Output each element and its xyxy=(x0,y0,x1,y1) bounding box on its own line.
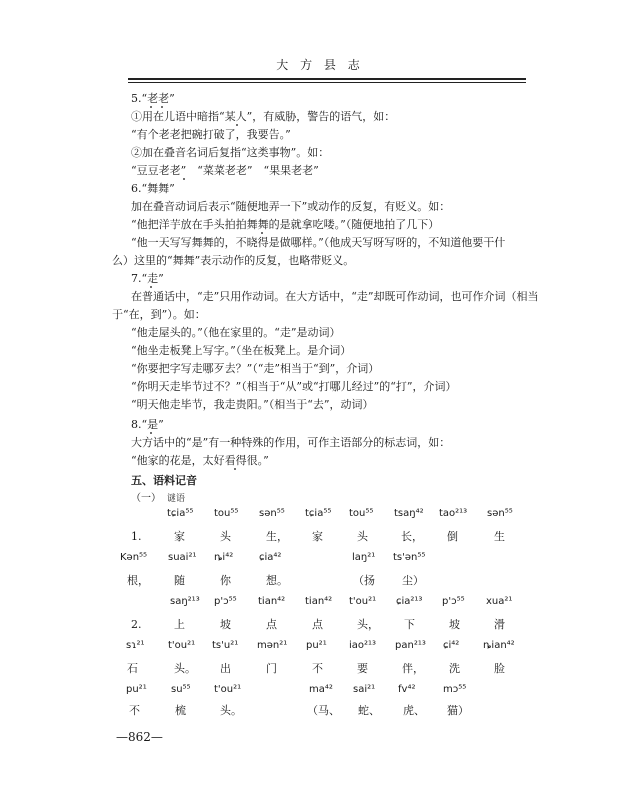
riddle-char: 出 xyxy=(220,662,231,675)
header-rule xyxy=(128,78,526,80)
phonetic: suai²¹ xyxy=(168,552,197,563)
phonetic: tou⁵⁵ xyxy=(349,508,374,519)
phonetic: mən²¹ xyxy=(257,640,288,651)
page-number: —862— xyxy=(116,730,163,744)
header-rule-thin xyxy=(128,82,526,83)
body-line: 在普通话中，“走”只用作动词。在大方话中，“走”却既可作动词，也可作介词（相当 xyxy=(131,290,539,303)
phonetic: ȵian⁴² xyxy=(483,640,515,651)
emphasis-dot xyxy=(236,124,238,126)
riddle-char: 坡 xyxy=(220,618,231,631)
subsection-title: 谜语 xyxy=(167,494,186,504)
phonetic: p'ɔ⁵⁵ xyxy=(214,596,237,607)
item-5-heading: 5.“老老” xyxy=(131,92,175,105)
riddle-char: 生 xyxy=(494,530,505,543)
riddle-char: 倒 xyxy=(447,530,458,543)
riddle-answer: （扬 xyxy=(353,574,375,587)
riddle-char: 不 xyxy=(312,662,323,675)
phonetic: saŋ²¹³ xyxy=(170,596,200,607)
riddle-char: 根， xyxy=(127,574,149,587)
emphasis-dot xyxy=(183,178,185,180)
phonetic: t'ou²¹ xyxy=(349,596,377,607)
riddle-char: 头， xyxy=(357,618,379,631)
phonetic: sɿ²¹ xyxy=(126,640,145,651)
riddle-char: 坡 xyxy=(449,618,460,631)
emphasis-dot xyxy=(161,106,163,108)
item-7-heading: 7.“走” xyxy=(131,272,164,285)
emphasis-dot xyxy=(261,232,263,234)
phonetic: pu²¹ xyxy=(126,684,147,695)
phonetic: ɕi⁴² xyxy=(443,640,460,651)
example-line: “他走屋头的。”（他在家里的。“走”是动词） xyxy=(131,326,341,339)
riddle-char: 家 xyxy=(312,530,323,543)
riddle-char: 伴， xyxy=(402,662,424,675)
riddle-char: 上 xyxy=(174,618,185,631)
riddle-answer: 虎、 xyxy=(403,704,425,717)
phonetic: Kən⁵⁵ xyxy=(120,552,148,563)
riddle-answer: 猫） xyxy=(447,704,469,717)
emphasis-dot xyxy=(150,286,152,288)
example-line: “他家的花是，太好看得很。” xyxy=(131,454,269,467)
riddle-char: 脸 xyxy=(494,662,505,675)
phonetic: iao²¹³ xyxy=(349,640,377,651)
phonetic: ȵi⁴² xyxy=(214,552,234,563)
emphasis-dot xyxy=(150,106,152,108)
example-line: “有个老老把碗打破了，我要告。” xyxy=(131,128,291,141)
phonetic: tɕia⁵⁵ xyxy=(167,508,194,519)
riddle-number: 2. xyxy=(131,618,142,631)
phonetic: su⁵⁵ xyxy=(171,684,191,695)
section-title: 五、语料记音 xyxy=(131,474,197,487)
riddle-char: 要 xyxy=(357,662,368,675)
phonetic: ma⁴² xyxy=(309,684,333,695)
riddle-char: 头 xyxy=(357,530,368,543)
riddle-char: 你 xyxy=(220,574,231,587)
running-header: 大 方 县 志 xyxy=(276,58,364,72)
phonetic: ɕia²¹³ xyxy=(396,596,423,607)
riddle-char: 头 xyxy=(220,530,231,543)
riddle-char: 家 xyxy=(174,530,185,543)
riddle-char: 随 xyxy=(174,574,185,587)
riddle-char: 滑 xyxy=(494,618,505,631)
riddle-answer: 尘） xyxy=(402,574,424,587)
riddle-char: 想。 xyxy=(266,574,288,587)
riddle-char: 生， xyxy=(266,530,288,543)
riddle-char: 下 xyxy=(404,618,415,631)
riddle-char: 点 xyxy=(266,618,277,631)
riddle-answer: （马、 xyxy=(307,704,340,717)
riddle-answer: 蛇、 xyxy=(358,704,380,717)
phonetic: sən⁵⁵ xyxy=(259,508,285,519)
phonetic: pan²¹³ xyxy=(395,640,426,651)
phonetic: ɕia⁴² xyxy=(259,552,282,563)
riddle-char: 门 xyxy=(266,662,277,675)
phonetic: t'ou²¹ xyxy=(168,640,196,651)
example-line: “明天他走毕节，我走贵阳。”（相当于“去”，动词） xyxy=(131,398,374,411)
subsection-label: （一） xyxy=(131,493,161,504)
emphasis-dot xyxy=(150,432,152,434)
riddle-number: 1. xyxy=(131,530,142,543)
phonetic: mɔ⁵⁵ xyxy=(443,684,467,695)
phonetic: tɕia⁵⁵ xyxy=(305,508,332,519)
item-8-heading: 8.“是” xyxy=(131,418,164,431)
emphasis-dot xyxy=(234,468,236,470)
example-line: “你明天走毕节过不？”（相当于“从”或“打哪儿经过”的“打”，介词） xyxy=(131,380,457,393)
phonetic: laŋ²¹ xyxy=(352,552,376,563)
riddle-char: 长， xyxy=(401,530,423,543)
phonetic: ts'u²¹ xyxy=(212,640,239,651)
item-6-heading: 6.“舞舞” xyxy=(131,182,175,195)
riddle-char: 不 xyxy=(129,704,140,717)
riddle-char: 头。 xyxy=(220,704,242,717)
phonetic: ts'ən⁵⁵ xyxy=(393,552,426,563)
phonetic: tao²¹³ xyxy=(439,508,468,519)
phonetic: xua²¹ xyxy=(486,596,513,607)
body-line: 大方话中的“是”有一种特殊的作用，可作主语部分的标志词，如： xyxy=(131,436,451,449)
riddle-char: 洗 xyxy=(449,662,460,675)
phonetic: t'ou²¹ xyxy=(214,684,242,695)
body-line: 么）这里的“舞舞”表示动作的反复，也略带贬义。 xyxy=(112,254,355,267)
riddle-char: 点 xyxy=(312,618,323,631)
phonetic: tou⁵⁵ xyxy=(214,508,239,519)
example-line: “他一天写写舞舞的，不晓得是做哪样。”（他成天写呀写呀的，不知道他要干什 xyxy=(131,236,506,249)
riddle-char: 石 xyxy=(127,662,138,675)
phonetic: p'ɔ⁵⁵ xyxy=(442,596,465,607)
body-line: 加在叠音动词后表示“随便地弄一下”或动作的反复，有贬义。如： xyxy=(131,200,451,213)
phonetic: tsaŋ⁴² xyxy=(394,508,424,519)
phonetic: fv⁴² xyxy=(398,684,416,695)
body-line: ①用在儿语中暗指“某人”，有威胁，警告的语气，如： xyxy=(131,110,396,123)
riddle-char: 头。 xyxy=(174,662,196,675)
example-line: “豆豆老老” “菜菜老老” “果果老老” xyxy=(131,164,319,177)
riddle-char: 梳 xyxy=(175,704,186,717)
phonetic: tian⁴² xyxy=(258,596,286,607)
example-line: “你要把字写走哪歹去？”（“走”相当于“到”，介词） xyxy=(131,362,380,375)
phonetic: pu²¹ xyxy=(306,640,327,651)
example-line: “他把洋芋放在手头拍拍舞舞的是就拿吃喽。”（随便地拍了几下） xyxy=(131,218,440,231)
phonetic: sai²¹ xyxy=(353,684,376,695)
body-line: ②加在叠音名词后复指“这类事物”。如： xyxy=(131,146,330,159)
subsection-heading xyxy=(131,492,185,506)
phonetic: sən⁵⁵ xyxy=(487,508,513,519)
phonetic: tian⁴² xyxy=(305,596,333,607)
example-line: “他坐走板凳上写字。”（坐在板凳上。是介词） xyxy=(131,344,352,357)
body-line: 于“在，到”）。如： xyxy=(112,308,206,321)
